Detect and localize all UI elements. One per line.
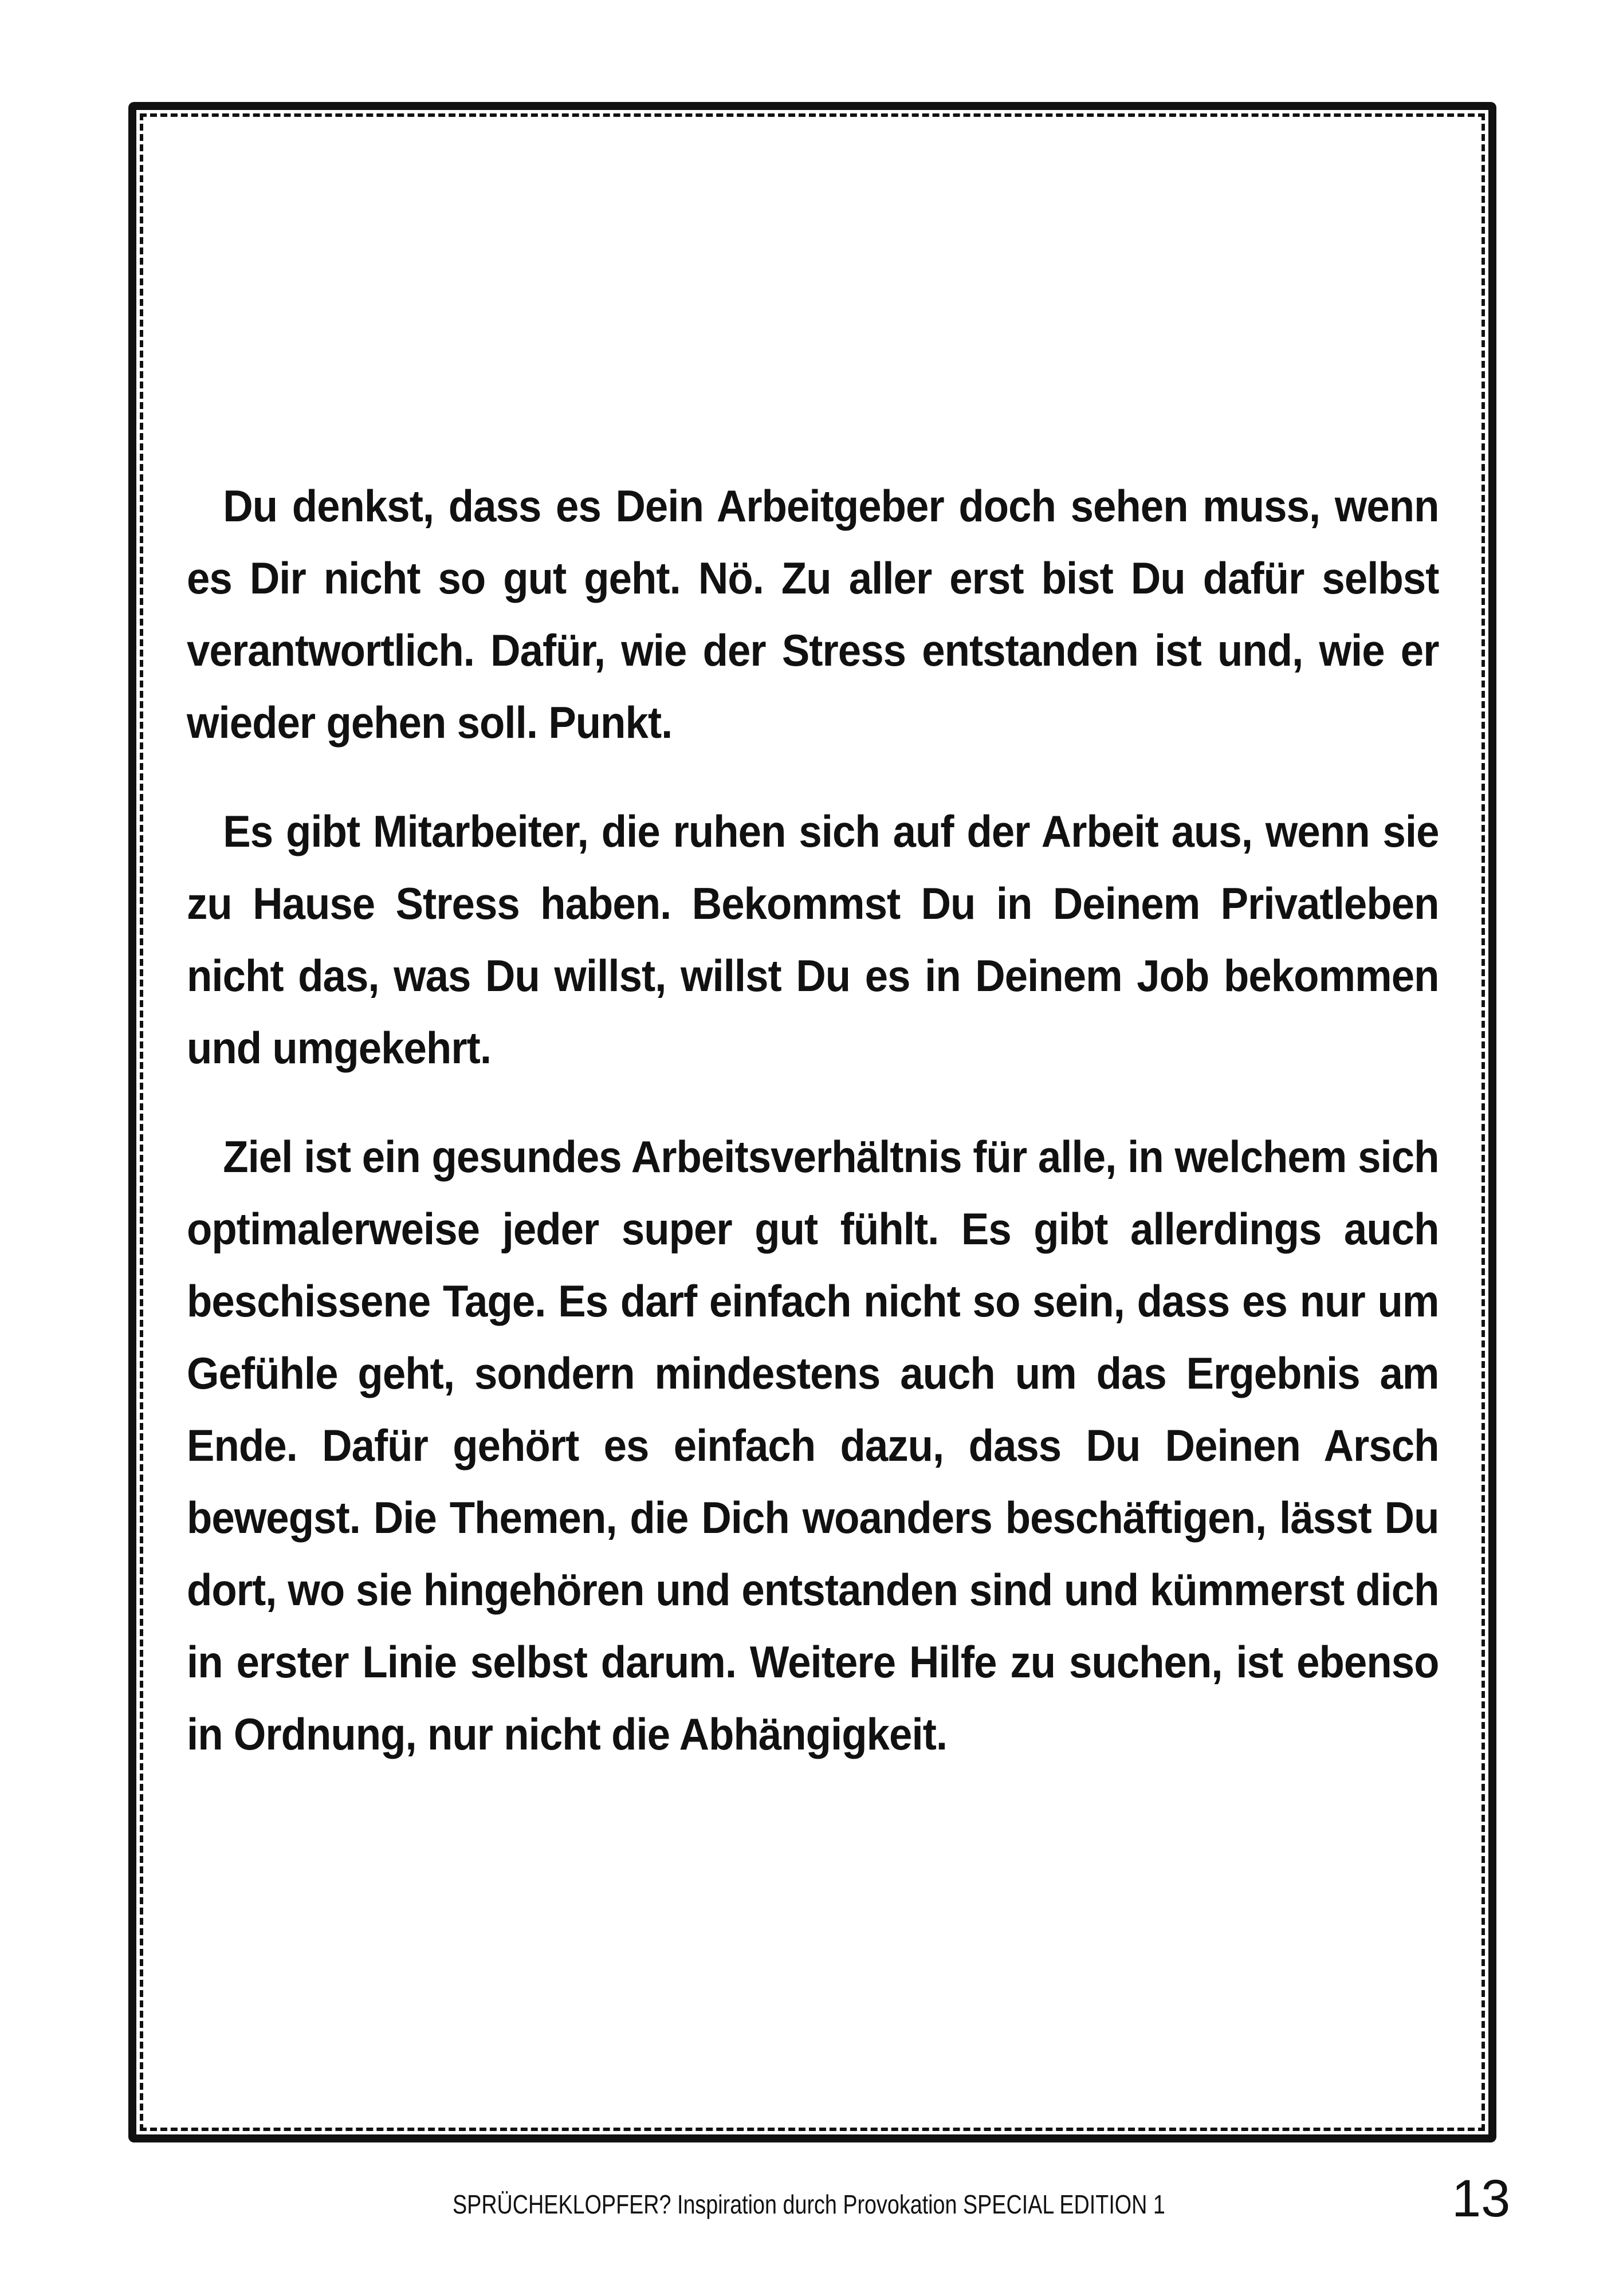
body-text [187, 470, 1439, 1807]
paragraph-2: Es gibt Mitarbeiter, die ruhen sich auf der Arbeit aus, wenn sie zu Hause Stress haben. Bekommst Du in Deinem Privatleben nicht das, was Du willst, willst Du es in Deinem Job bekommen und umgekehrt. [187, 806, 1439, 1073]
page-number: 13 [1452, 2169, 1511, 2228]
paragraph-3: Ziel ist ein gesundes Arbeitsverhältnis für alle, in welchem sich optimalerweise jeder super gut fühlt. Es gibt allerdings auch beschissene Tage. Es darf einfach nicht so sein, dass es nur um Gefühle geht, sondern mindestens auch um das Ergebnis am Ende. Dafür gehört es einfach dazu, dass Du Deinen Arsch bewegst. Die Themen, die Dich woanders beschäftigen, lässt Du dort, wo sie hingehören und entstanden sind und kümmerst dich in erster Linie selbst darum. Weitere Hilfe zu suchen, ist ebenso in Ordnung, nur nicht die Abhängigkeit. [187, 1131, 1439, 1759]
footer-book-title: SPRÜCHEKLOPFER? Inspiration durch Provokation SPECIAL EDITION 1 [453, 2189, 1165, 2219]
paragraph-1: Du denkst, dass es Dein Arbeitgeber doch sehen muss, wenn es Dir nicht so gut geht. Nö. Zu aller erst bist Du dafür selbst verantwortlich. Dafür, wie der Stress entstanden ist und, wie er wieder gehen soll. Punkt. [187, 481, 1439, 748]
page-footer [0, 2170, 1623, 2227]
